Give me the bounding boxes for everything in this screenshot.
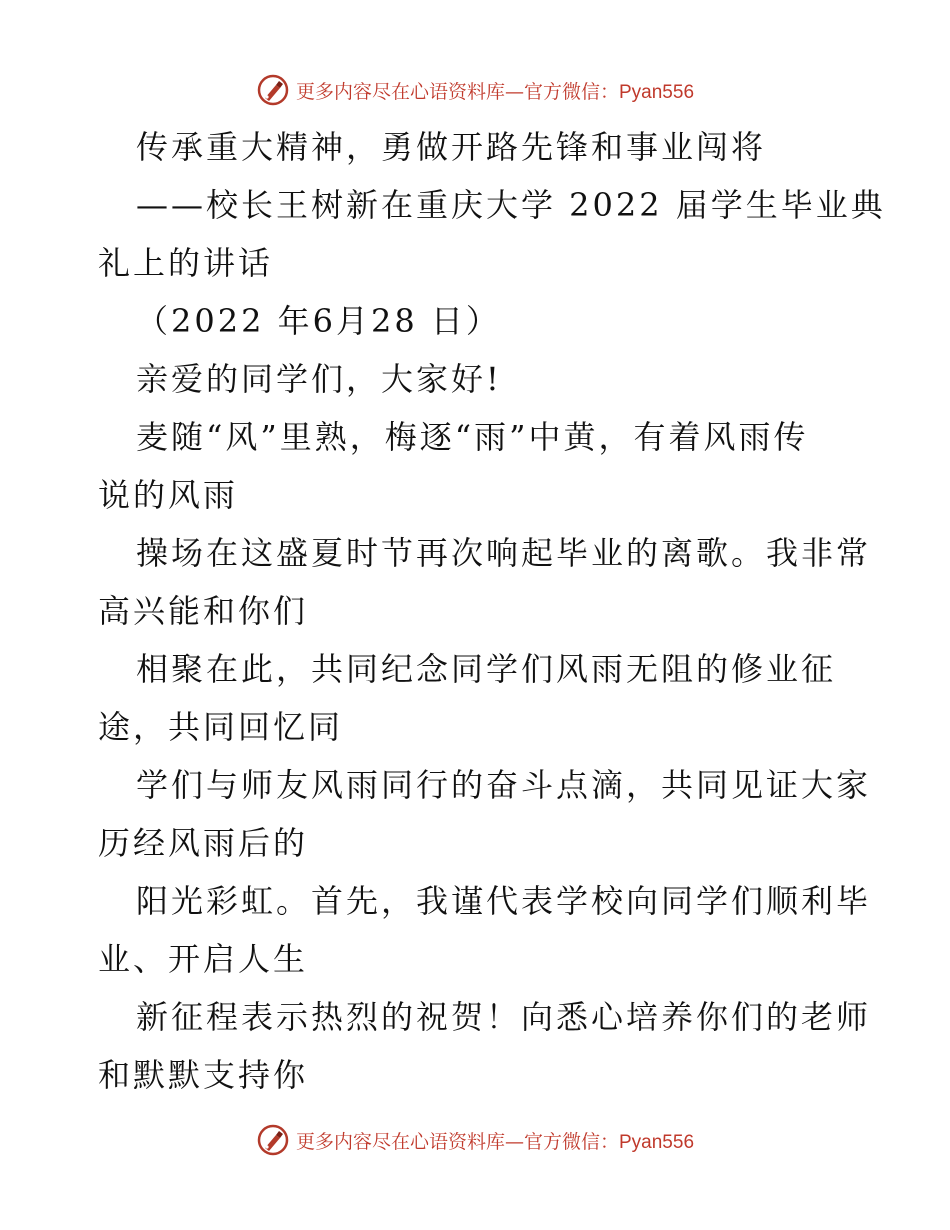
top-watermark-banner xyxy=(0,70,950,110)
text-line: 途，共同回忆同 xyxy=(98,708,344,746)
text-line: 说的风雨 xyxy=(98,476,239,514)
text-line: ——校长王树新在重庆大学 2022 届学生毕业典 xyxy=(136,186,886,224)
text-line: 传承重大精神，勇做开路先锋和事业闯将 xyxy=(136,128,767,166)
text-line: 高兴能和你们 xyxy=(98,592,309,630)
watermark-handle: Pyan556 xyxy=(619,1131,695,1153)
text-line: 业、开启人生 xyxy=(98,940,309,978)
text-line: 麦随“风”里熟，梅逐“雨”中黄，有着风雨传 xyxy=(136,418,809,456)
text-line: 新征程表示热烈的祝贺！向悉心培养你们的老师 xyxy=(136,998,872,1036)
text-line: 亲爱的同学们，大家好! xyxy=(136,360,502,398)
text-line: 阳光彩虹。首先，我谨代表学校向同学们顺利毕 xyxy=(136,882,872,920)
text-line: 礼上的讲话 xyxy=(98,244,274,282)
text-line: 相聚在此，共同纪念同学们风雨无阻的修业征 xyxy=(136,650,837,688)
pen-logo-icon xyxy=(256,73,290,107)
text-line: 操场在这盛夏时节再次响起毕业的离歌。我非常 xyxy=(136,534,872,572)
pen-logo-icon xyxy=(256,1123,290,1157)
watermark-handle: Pyan556 xyxy=(619,81,695,103)
watermark-text: 更多内容尽在心语资料库—官方微信：Pyan556 xyxy=(295,80,695,103)
text-line: （2022 年6月28 日） xyxy=(136,302,501,340)
text-line: 历经风雨后的 xyxy=(98,824,309,862)
watermark-text: 更多内容尽在心语资料库—官方微信：Pyan556 xyxy=(295,1130,695,1153)
document-body xyxy=(98,118,886,1104)
text-line: 和默默支持你 xyxy=(98,1056,309,1094)
bottom-watermark-banner xyxy=(0,1120,950,1160)
text-line: 学们与师友风雨同行的奋斗点滴，共同见证大家 xyxy=(136,766,872,804)
